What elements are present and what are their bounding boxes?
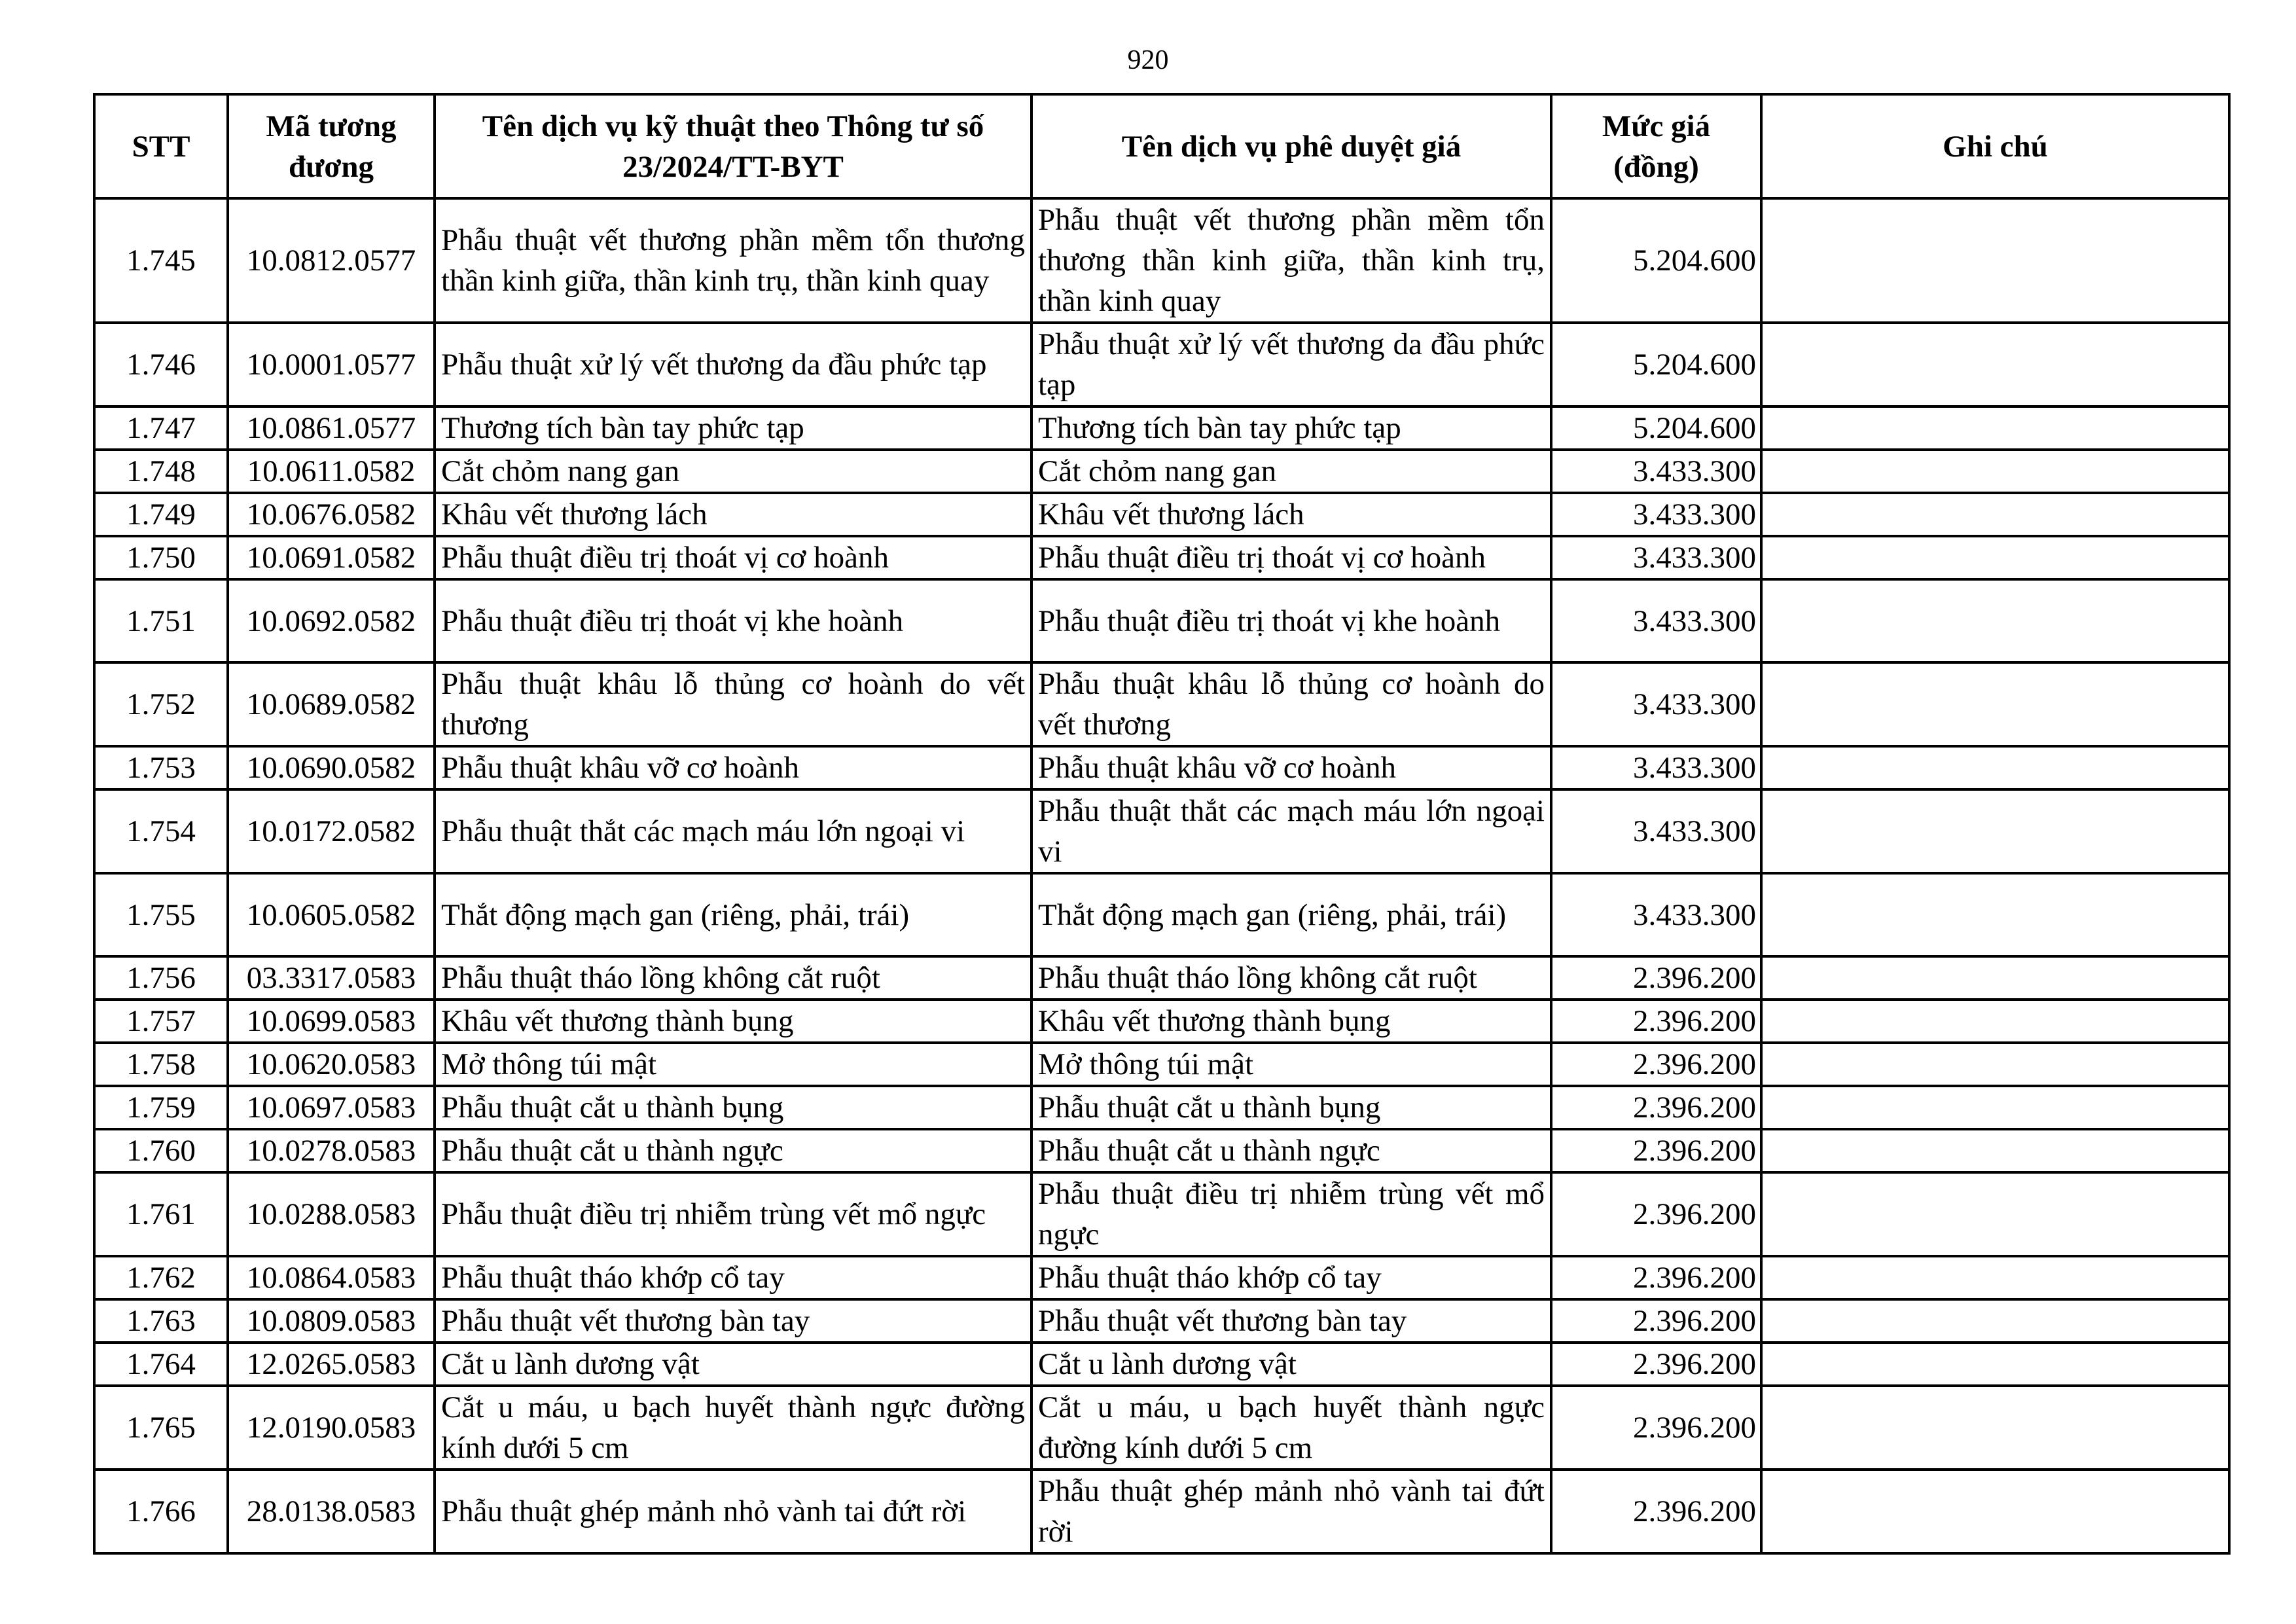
table-row [94,1086,2229,1129]
cell-stt: 1.755 [94,873,228,956]
cell-price: 3.433.300 [1551,746,1761,789]
cell-code: 10.0611.0582 [228,450,435,493]
cell-approved-name: Khâu vết thương thành bụng [1031,1000,1551,1043]
cell-price: 5.204.600 [1551,406,1761,450]
cell-approved-name: Phẫu thuật cắt u thành bụng [1031,1086,1551,1129]
cell-stt: 1.754 [94,789,228,873]
cell-stt: 1.751 [94,579,228,662]
cell-price: 2.396.200 [1551,1000,1761,1043]
cell-price: 2.396.200 [1551,1386,1761,1470]
cell-service-name: Phẫu thuật cắt u thành ngực [435,1129,1031,1172]
cell-code: 10.0689.0582 [228,662,435,746]
cell-stt: 1.749 [94,493,228,536]
cell-approved-name: Phẫu thuật điều trị thoát vị cơ hoành [1031,536,1551,579]
cell-note [1761,662,2229,746]
cell-note [1761,789,2229,873]
table-row [94,873,2229,956]
cell-approved-name: Phẫu thuật xử lý vết thương da đầu phức tạp [1031,323,1551,406]
cell-service-name: Khâu vết thương thành bụng [435,1000,1031,1043]
cell-service-name: Thắt động mạch gan (riêng, phải, trái) [435,873,1031,956]
cell-approved-name: Thương tích bàn tay phức tạp [1031,406,1551,450]
cell-stt: 1.745 [94,198,228,323]
cell-service-name: Phẫu thuật khâu lỗ thủng cơ hoành do vết thương [435,662,1031,746]
cell-approved-name: Cắt u máu, u bạch huyết thành ngực đường kính dưới 5 cm [1031,1386,1551,1470]
cell-stt: 1.750 [94,536,228,579]
cell-approved-name: Phẫu thuật tháo khớp cổ tay [1031,1256,1551,1299]
header-code: Mã tương đương [228,94,435,198]
cell-note [1761,1000,2229,1043]
cell-note [1761,1386,2229,1470]
header-service-name: Tên dịch vụ kỹ thuật theo Thông tư số 23/2024/TT-BYT [435,94,1031,198]
table-row [94,1343,2229,1386]
cell-price: 3.433.300 [1551,536,1761,579]
header-note: Ghi chú [1761,94,2229,198]
cell-note [1761,450,2229,493]
cell-price: 3.433.300 [1551,450,1761,493]
cell-service-name: Phẫu thuật tháo lồng không cắt ruột [435,956,1031,1000]
cell-approved-name: Phẫu thuật tháo lồng không cắt ruột [1031,956,1551,1000]
cell-stt: 1.760 [94,1129,228,1172]
cell-approved-name: Phẫu thuật ghép mảnh nhỏ vành tai đứt rời [1031,1470,1551,1553]
cell-note [1761,1299,2229,1343]
table-body [94,198,2229,1553]
table-row [94,1043,2229,1086]
cell-price: 3.433.300 [1551,493,1761,536]
cell-stt: 1.762 [94,1256,228,1299]
cell-code: 10.0812.0577 [228,198,435,323]
cell-stt: 1.747 [94,406,228,450]
cell-price: 2.396.200 [1551,1043,1761,1086]
cell-price: 2.396.200 [1551,1256,1761,1299]
table-row [94,789,2229,873]
cell-service-name: Mở thông túi mật [435,1043,1031,1086]
cell-note [1761,746,2229,789]
table-row [94,579,2229,662]
cell-approved-name: Phẫu thuật khâu lỗ thủng cơ hoành do vết thương [1031,662,1551,746]
cell-price: 2.396.200 [1551,956,1761,1000]
cell-note [1761,1172,2229,1256]
cell-approved-name: Khâu vết thương lách [1031,493,1551,536]
cell-approved-name: Mở thông túi mật [1031,1043,1551,1086]
cell-price: 5.204.600 [1551,323,1761,406]
cell-note [1761,956,2229,1000]
cell-code: 10.0809.0583 [228,1299,435,1343]
cell-note [1761,1343,2229,1386]
table-row [94,323,2229,406]
cell-service-name: Phẫu thuật điều trị nhiễm trùng vết mổ ngực [435,1172,1031,1256]
cell-service-name: Phẫu thuật khâu vỡ cơ hoành [435,746,1031,789]
table-row [94,1470,2229,1553]
cell-approved-name: Cắt u lành dương vật [1031,1343,1551,1386]
cell-stt: 1.746 [94,323,228,406]
cell-note [1761,198,2229,323]
cell-code: 12.0190.0583 [228,1386,435,1470]
cell-code: 10.0172.0582 [228,789,435,873]
cell-code: 03.3317.0583 [228,956,435,1000]
table-row [94,746,2229,789]
table-row [94,1172,2229,1256]
cell-approved-name: Phẫu thuật điều trị nhiễm trùng vết mổ ngực [1031,1172,1551,1256]
cell-code: 10.0697.0583 [228,1086,435,1129]
cell-note [1761,406,2229,450]
table-row [94,1299,2229,1343]
table-row [94,1129,2229,1172]
cell-note [1761,536,2229,579]
cell-code: 10.0692.0582 [228,579,435,662]
cell-note [1761,1470,2229,1553]
table-row [94,1386,2229,1470]
cell-approved-name: Phẫu thuật cắt u thành ngực [1031,1129,1551,1172]
price-table [93,93,2231,1555]
table-row [94,493,2229,536]
cell-code: 10.0288.0583 [228,1172,435,1256]
cell-price: 2.396.200 [1551,1343,1761,1386]
cell-code: 12.0265.0583 [228,1343,435,1386]
cell-service-name: Phẫu thuật điều trị thoát vị cơ hoành [435,536,1031,579]
cell-price: 3.433.300 [1551,579,1761,662]
cell-approved-name: Thắt động mạch gan (riêng, phải, trái) [1031,873,1551,956]
cell-stt: 1.756 [94,956,228,1000]
table-row [94,662,2229,746]
cell-price: 2.396.200 [1551,1129,1761,1172]
cell-note [1761,1086,2229,1129]
cell-service-name: Phẫu thuật vết thương phần mềm tổn thương thần kinh giữa, thần kinh trụ, thần kinh quay [435,198,1031,323]
table-row [94,406,2229,450]
cell-code: 10.0699.0583 [228,1000,435,1043]
header-price: Mức giá (đồng) [1551,94,1761,198]
cell-service-name: Cắt u lành dương vật [435,1343,1031,1386]
cell-price: 2.396.200 [1551,1172,1761,1256]
cell-service-name: Phẫu thuật ghép mảnh nhỏ vành tai đứt rời [435,1470,1031,1553]
page-number: 920 [1127,45,1169,75]
cell-stt: 1.758 [94,1043,228,1086]
cell-code: 10.0620.0583 [228,1043,435,1086]
header-row [94,94,2229,198]
cell-stt: 1.761 [94,1172,228,1256]
cell-stt: 1.752 [94,662,228,746]
header-stt: STT [94,94,228,198]
cell-approved-name: Phẫu thuật thắt các mạch máu lớn ngoại vi [1031,789,1551,873]
cell-note [1761,1256,2229,1299]
cell-service-name: Phẫu thuật điều trị thoát vị khe hoành [435,579,1031,662]
table-row [94,956,2229,1000]
cell-code: 10.0691.0582 [228,536,435,579]
cell-code: 10.0278.0583 [228,1129,435,1172]
cell-code: 10.0605.0582 [228,873,435,956]
cell-stt: 1.753 [94,746,228,789]
cell-price: 2.396.200 [1551,1086,1761,1129]
table-row [94,536,2229,579]
cell-stt: 1.757 [94,1000,228,1043]
cell-note [1761,323,2229,406]
cell-code: 10.0001.0577 [228,323,435,406]
cell-stt: 1.763 [94,1299,228,1343]
cell-service-name: Thương tích bàn tay phức tạp [435,406,1031,450]
cell-service-name: Phẫu thuật cắt u thành bụng [435,1086,1031,1129]
cell-price: 5.204.600 [1551,198,1761,323]
cell-approved-name: Phẫu thuật vết thương bàn tay [1031,1299,1551,1343]
cell-stt: 1.765 [94,1386,228,1470]
cell-approved-name: Phẫu thuật điều trị thoát vị khe hoành [1031,579,1551,662]
header-approved-name: Tên dịch vụ phê duyệt giá [1031,94,1551,198]
cell-price: 2.396.200 [1551,1299,1761,1343]
cell-note [1761,1043,2229,1086]
cell-approved-name: Phẫu thuật khâu vỡ cơ hoành [1031,746,1551,789]
cell-approved-name: Cắt chỏm nang gan [1031,450,1551,493]
table-row [94,1256,2229,1299]
cell-service-name: Phẫu thuật tháo khớp cổ tay [435,1256,1031,1299]
cell-price: 3.433.300 [1551,789,1761,873]
cell-price: 3.433.300 [1551,662,1761,746]
table-row [94,198,2229,323]
cell-service-name: Phẫu thuật xử lý vết thương da đầu phức tạp [435,323,1031,406]
cell-service-name: Cắt chỏm nang gan [435,450,1031,493]
cell-note [1761,1129,2229,1172]
cell-stt: 1.759 [94,1086,228,1129]
cell-code: 10.0864.0583 [228,1256,435,1299]
cell-price: 3.433.300 [1551,873,1761,956]
cell-code: 28.0138.0583 [228,1470,435,1553]
table-row [94,1000,2229,1043]
cell-stt: 1.748 [94,450,228,493]
cell-approved-name: Phẫu thuật vết thương phần mềm tổn thương thần kinh giữa, thần kinh trụ, thần kinh quay [1031,198,1551,323]
cell-code: 10.0861.0577 [228,406,435,450]
cell-code: 10.0690.0582 [228,746,435,789]
cell-note [1761,873,2229,956]
cell-stt: 1.766 [94,1470,228,1553]
cell-service-name: Cắt u máu, u bạch huyết thành ngực đường kính dưới 5 cm [435,1386,1031,1470]
cell-note [1761,579,2229,662]
cell-price: 2.396.200 [1551,1470,1761,1553]
cell-service-name: Phẫu thuật vết thương bàn tay [435,1299,1031,1343]
cell-code: 10.0676.0582 [228,493,435,536]
cell-note [1761,493,2229,536]
cell-service-name: Phẫu thuật thắt các mạch máu lớn ngoại vi [435,789,1031,873]
cell-stt: 1.764 [94,1343,228,1386]
table-row [94,450,2229,493]
cell-service-name: Khâu vết thương lách [435,493,1031,536]
